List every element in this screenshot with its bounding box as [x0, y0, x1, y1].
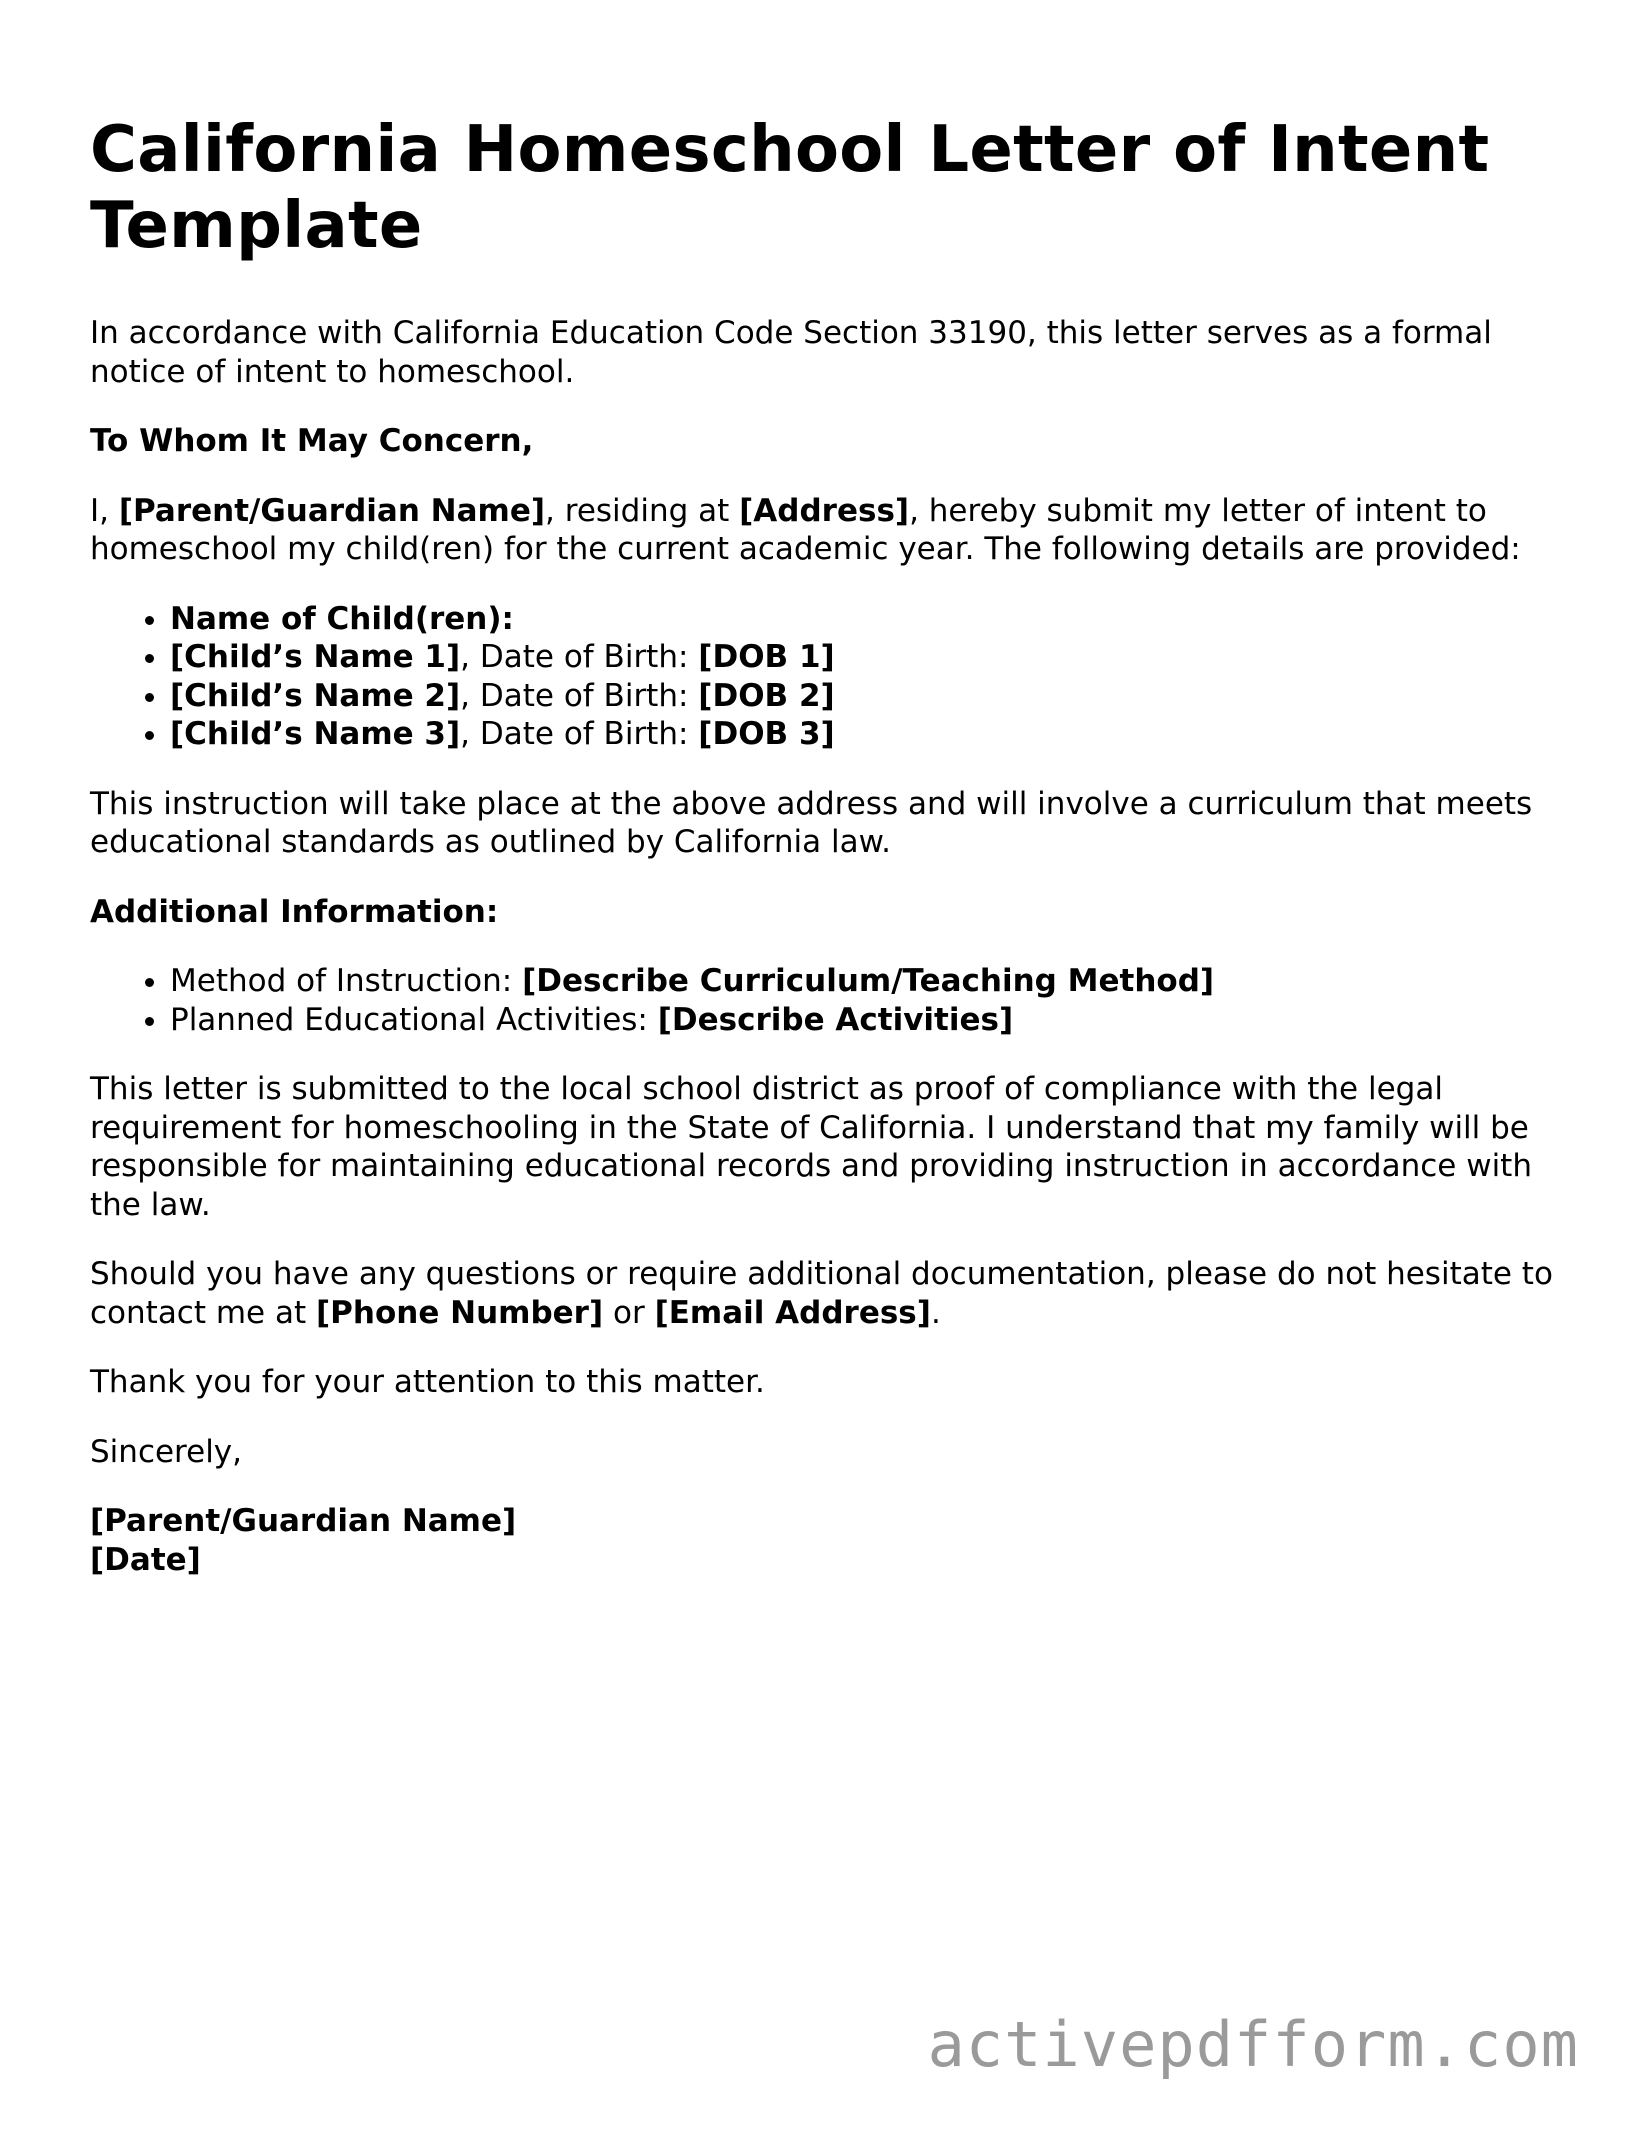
- dob-label: , Date of Birth:: [460, 716, 699, 752]
- phone-placeholder: [Phone Number]: [316, 1294, 604, 1331]
- dob-label: , Date of Birth:: [460, 639, 699, 675]
- address-placeholder: [Address]: [739, 492, 910, 529]
- list-item: [170, 600, 1570, 639]
- parent-name-placeholder: [Parent/Guardian Name]: [118, 492, 546, 529]
- letter-page: [90, 112, 1570, 1579]
- declaration-text-2: , residing at: [545, 492, 740, 529]
- compliance-paragraph: This letter is submitted to the local school district as proof of compliance with the legal requirement for homeschooling in the State of California. I understand that my family will be responsible for maintaining educational records and providing instruction in accordance with the law.: [90, 1071, 1532, 1223]
- list-item: [170, 638, 1570, 677]
- activities-label: Planned Educational Activities:: [170, 1001, 658, 1038]
- dob-label: , Date of Birth:: [460, 677, 699, 714]
- list-item: [170, 677, 1570, 716]
- method-placeholder: [Describe Curriculum/Teaching Method]: [522, 963, 1215, 999]
- contact-text-3: .: [930, 1294, 941, 1331]
- contact-text-2: or: [603, 1294, 655, 1331]
- list-item: [170, 962, 1570, 1001]
- instruction-paragraph: This instruction will take place at the above address and will involve a curriculum that meets educational standards as outlined by California law.: [90, 785, 1533, 860]
- declaration-paragraph: [90, 492, 1570, 569]
- additional-info-heading: [90, 893, 1570, 932]
- child-name-placeholder: [Child’s Name 2]: [170, 677, 461, 714]
- signature-date-placeholder: [Date]: [90, 1541, 201, 1578]
- signature-name-placeholder: [Parent/Guardian Name]: [90, 1503, 517, 1539]
- additional-info-list: [90, 962, 1570, 1039]
- children-list: [90, 600, 1570, 754]
- contact-text-1: Should you have any questions or require additional documentation, please do not hesitate to contact me at: [90, 1256, 1553, 1331]
- watermark: activepdfform.com: [927, 2008, 1579, 2081]
- contact-paragraph: [90, 1255, 1570, 1332]
- declaration-text-1: I,: [90, 492, 119, 529]
- children-heading: Name of Child(ren):: [170, 600, 514, 637]
- signature-block: [90, 1502, 1570, 1579]
- child-name-placeholder: [Child’s Name 1]: [170, 639, 461, 675]
- list-item: [170, 715, 1570, 754]
- dob-placeholder: [DOB 2]: [698, 677, 835, 714]
- salutation-text: To Whom It May Concern,: [90, 423, 534, 459]
- additional-info-heading-text: Additional Information:: [90, 893, 499, 930]
- email-placeholder: [Email Address]: [654, 1294, 931, 1331]
- child-name-placeholder: [Child’s Name 3]: [170, 716, 461, 752]
- dob-placeholder: [DOB 1]: [698, 639, 835, 675]
- salutation: [90, 422, 1570, 461]
- closing: Sincerely,: [90, 1433, 243, 1470]
- page-title: California Homeschool Letter of Intent Template: [90, 113, 1490, 263]
- intro-paragraph: In accordance with California Education Code Section 33190, this letter serves as a formal notice of intent to homeschool.: [90, 315, 1492, 390]
- declaration-text-3: , hereby submit my letter of intent to homeschool my child(ren) for the current academic year. The following details are provided:: [90, 492, 1521, 567]
- list-item: [170, 1001, 1570, 1040]
- activities-placeholder: [Describe Activities]: [657, 1001, 1014, 1038]
- method-label: Method of Instruction:: [170, 963, 523, 999]
- dob-placeholder: [DOB 3]: [698, 716, 835, 752]
- thanks-paragraph: Thank you for your attention to this matter.: [90, 1364, 765, 1400]
